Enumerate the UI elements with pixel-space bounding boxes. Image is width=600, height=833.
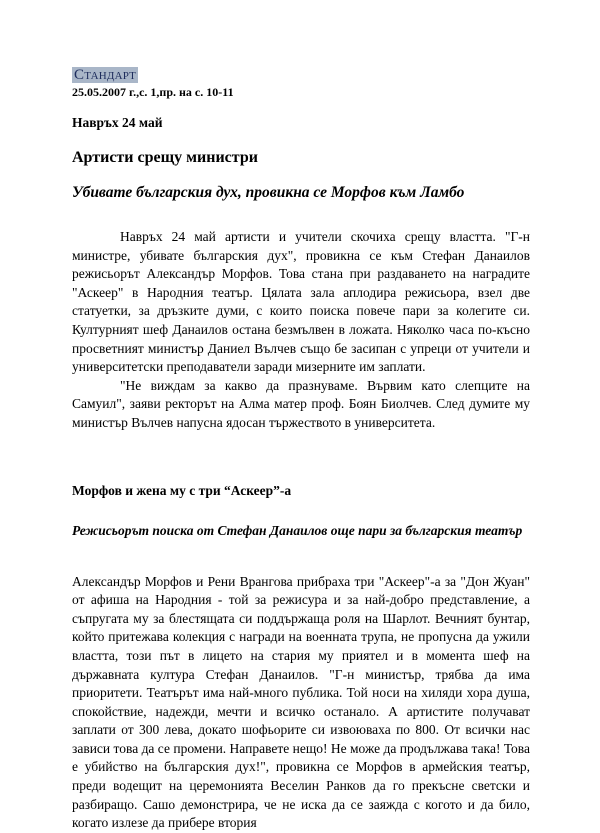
article-paragraph: Навръх 24 май артисти и учители скочиха срещу властта. "Г-н министре, убивате българския дух", провикна се към Стефан Данаилов режисьорът Александър Морфов. Това стана при раздаването на наградите "Аскеер" в Народния театър. Цялата зала аплодира режисьора, взел две статуетки, за дръзките думи, с които поиска повече пари за колегите си. Културният шеф Данаилов остана безмълвен в ложата. Няколко часа по-късно просветният министър Даниел Вълчев също бе засипан с упреци от учители и университетски преподаватели заради мизерните им заплати. (72, 229, 530, 375)
document-page (72, 66, 530, 833)
section-paragraph: Александър Морфов и Рени Врангова прибраха три "Аскеер"-а за "Дон Жуан" от афиша на Народния - той за режисура и за най-добро представление, а съпругата му за блестящата си поддържаща роля на Шарлот. Вечният бунтар, който притежава колекция с награди на военната трупа, не пропусна да ужили властта, този път в лицето на стария му приятел и в момента шеф на държавната култура Стефан Данаилов. "Г-н министър, трябва да има приоритети. Театърът има най-много публика. Той носи на хиляди хора душа, спокойствие, надежди, мечти и всичко останало. А артистите получават заплати от 300 лева, докато шофьорите си извоюваха по 800. От всички нас зависи това да се промени. Направете нещо! Не може да продължава така! Това е убийство на българския дух!", провикна се Морфов в армейския театър, преди водещит на церемонията Веселин Ранков да го прекъсне светски и разбиращо. Сашо демонстрира, че не иска да се заяжда с когото и да било, когато излезе да прибере втория (72, 573, 530, 831)
section-title: Морфов и жена му с три “Аскеер”-а (72, 482, 292, 498)
article-dateline: Навръх 24 май (72, 115, 163, 130)
article-subheadline: Убивате българския дух, провикна се Морфов към Ламбо (72, 184, 465, 201)
source-citation: 25.05.2007 г.,с. 1,пр. на с. 10-11 (72, 85, 234, 99)
article-paragraph: "Не виждам за какво да празнуваме. Вървим като слепците на Самуил", заяви ректорът на Алма матер проф. Боян Биолчев. След думите му министър Вълчев напусна ядосан тържеството в университета. (72, 377, 530, 430)
newspaper-logo: Стандарт (74, 67, 137, 83)
article-headline: Артисти срещу министри (72, 149, 258, 166)
section-subtitle: Режисьорът поиска от Стефан Данаилов още пари за българския театър (72, 522, 523, 538)
